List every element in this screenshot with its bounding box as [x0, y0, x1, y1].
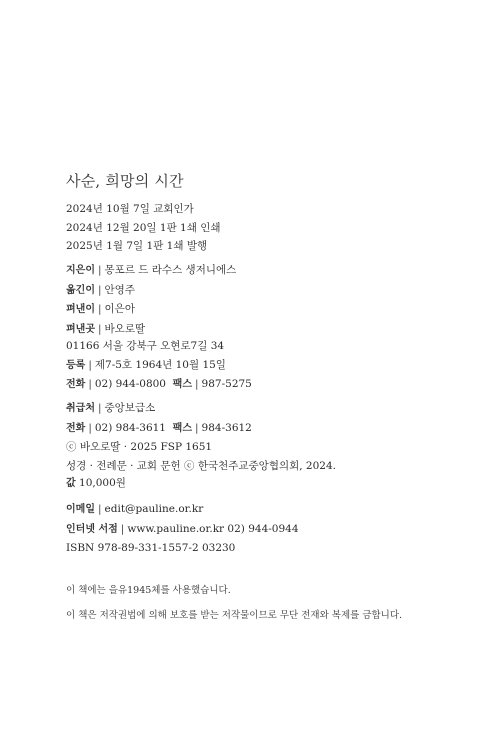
distributor-block	[66, 399, 336, 475]
author-line	[66, 261, 236, 281]
fax-label: 팩스	[172, 422, 192, 434]
separator: |	[97, 503, 102, 515]
house-label: 펴낸곳	[66, 323, 95, 335]
contact-block	[66, 500, 299, 558]
separator: |	[97, 283, 102, 296]
registration-line	[66, 356, 252, 376]
registration-label: 등록	[66, 359, 86, 371]
phone-label: 전화	[66, 422, 86, 434]
credits-block	[66, 261, 236, 339]
distributor-phone-line	[66, 419, 336, 439]
scripture-copyright-line: 성경 · 전례문 · 교회 문헌 ⓒ 한국천주교중앙협의회, 2024.	[66, 459, 336, 472]
edition-line: 2024년 10월 7일 교회인가	[66, 203, 194, 215]
translator-name: 안영주	[104, 283, 135, 296]
separator: |	[88, 378, 92, 390]
price-line	[66, 474, 126, 494]
author-name: 몽포르 드 라수스 생저니에스	[104, 264, 237, 276]
distributor-name: 중앙보급소	[104, 402, 156, 414]
separator: |	[97, 402, 102, 414]
translator-label: 옮긴이	[66, 284, 95, 296]
author-label: 지은이	[66, 265, 95, 276]
edition-line: 2025년 1월 7일 1판 1쇄 발행	[66, 240, 208, 252]
isbn-line: ISBN 978-89-331-1557-2 03230	[66, 542, 236, 554]
fax-value: 984-3612	[201, 421, 252, 434]
copyright-line: ⓒ 바오로딸 · 2025 FSP 1651	[66, 441, 213, 453]
email-value: edit@pauline.or.kr	[104, 503, 204, 515]
separator: |	[97, 303, 102, 315]
price-label: 값	[66, 478, 76, 489]
email-label: 이메일	[66, 504, 95, 515]
publisher-line	[66, 300, 236, 320]
phone-label: 전화	[66, 379, 86, 390]
price-value: 10,000원	[79, 477, 126, 489]
online-store-line	[66, 520, 299, 540]
copyright-notice: 이 책은 저작권법에 의해 보호를 받는 저작물이므로 무단 전재와 복제를 금합니다.	[66, 610, 403, 621]
edition-line: 2024년 12월 20일 1판 1쇄 인쇄	[66, 221, 221, 234]
online-store-label: 인터넷 서점	[66, 523, 118, 535]
separator: |	[97, 322, 102, 335]
separator: |	[88, 358, 92, 371]
translator-line	[66, 281, 236, 301]
online-store-value: www.pauline.or.kr 02) 944-0944	[127, 522, 299, 535]
address-line: 01166 서울 강북구 오현로7길 34	[66, 340, 225, 352]
fax-value: 987-5275	[201, 378, 252, 390]
email-line	[66, 500, 299, 520]
registration-value: 제7-5호 1964년 10월 15일	[94, 358, 226, 371]
separator: |	[195, 421, 199, 434]
publisher-name: 이은아	[104, 303, 135, 315]
address-block	[66, 337, 252, 395]
edition-history	[66, 200, 221, 256]
publisher-label: 펴낸이	[66, 304, 95, 315]
fax-label: 팩스	[172, 379, 192, 390]
separator: |	[195, 378, 199, 390]
phone-value: 02) 944-0800	[94, 378, 166, 390]
font-note: 이 책에는 을유1945체를 사용했습니다.	[66, 585, 231, 596]
house-name: 바오로딸	[104, 322, 146, 335]
distributor-label: 취급처	[66, 403, 95, 414]
separator: |	[97, 264, 102, 276]
book-title: 사순, 희망의 시간	[66, 172, 184, 190]
phone-line	[66, 375, 252, 395]
separator: |	[88, 421, 92, 434]
separator: |	[120, 522, 125, 535]
phone-value: 02) 984-3611	[94, 421, 166, 434]
distributor-line	[66, 399, 336, 419]
